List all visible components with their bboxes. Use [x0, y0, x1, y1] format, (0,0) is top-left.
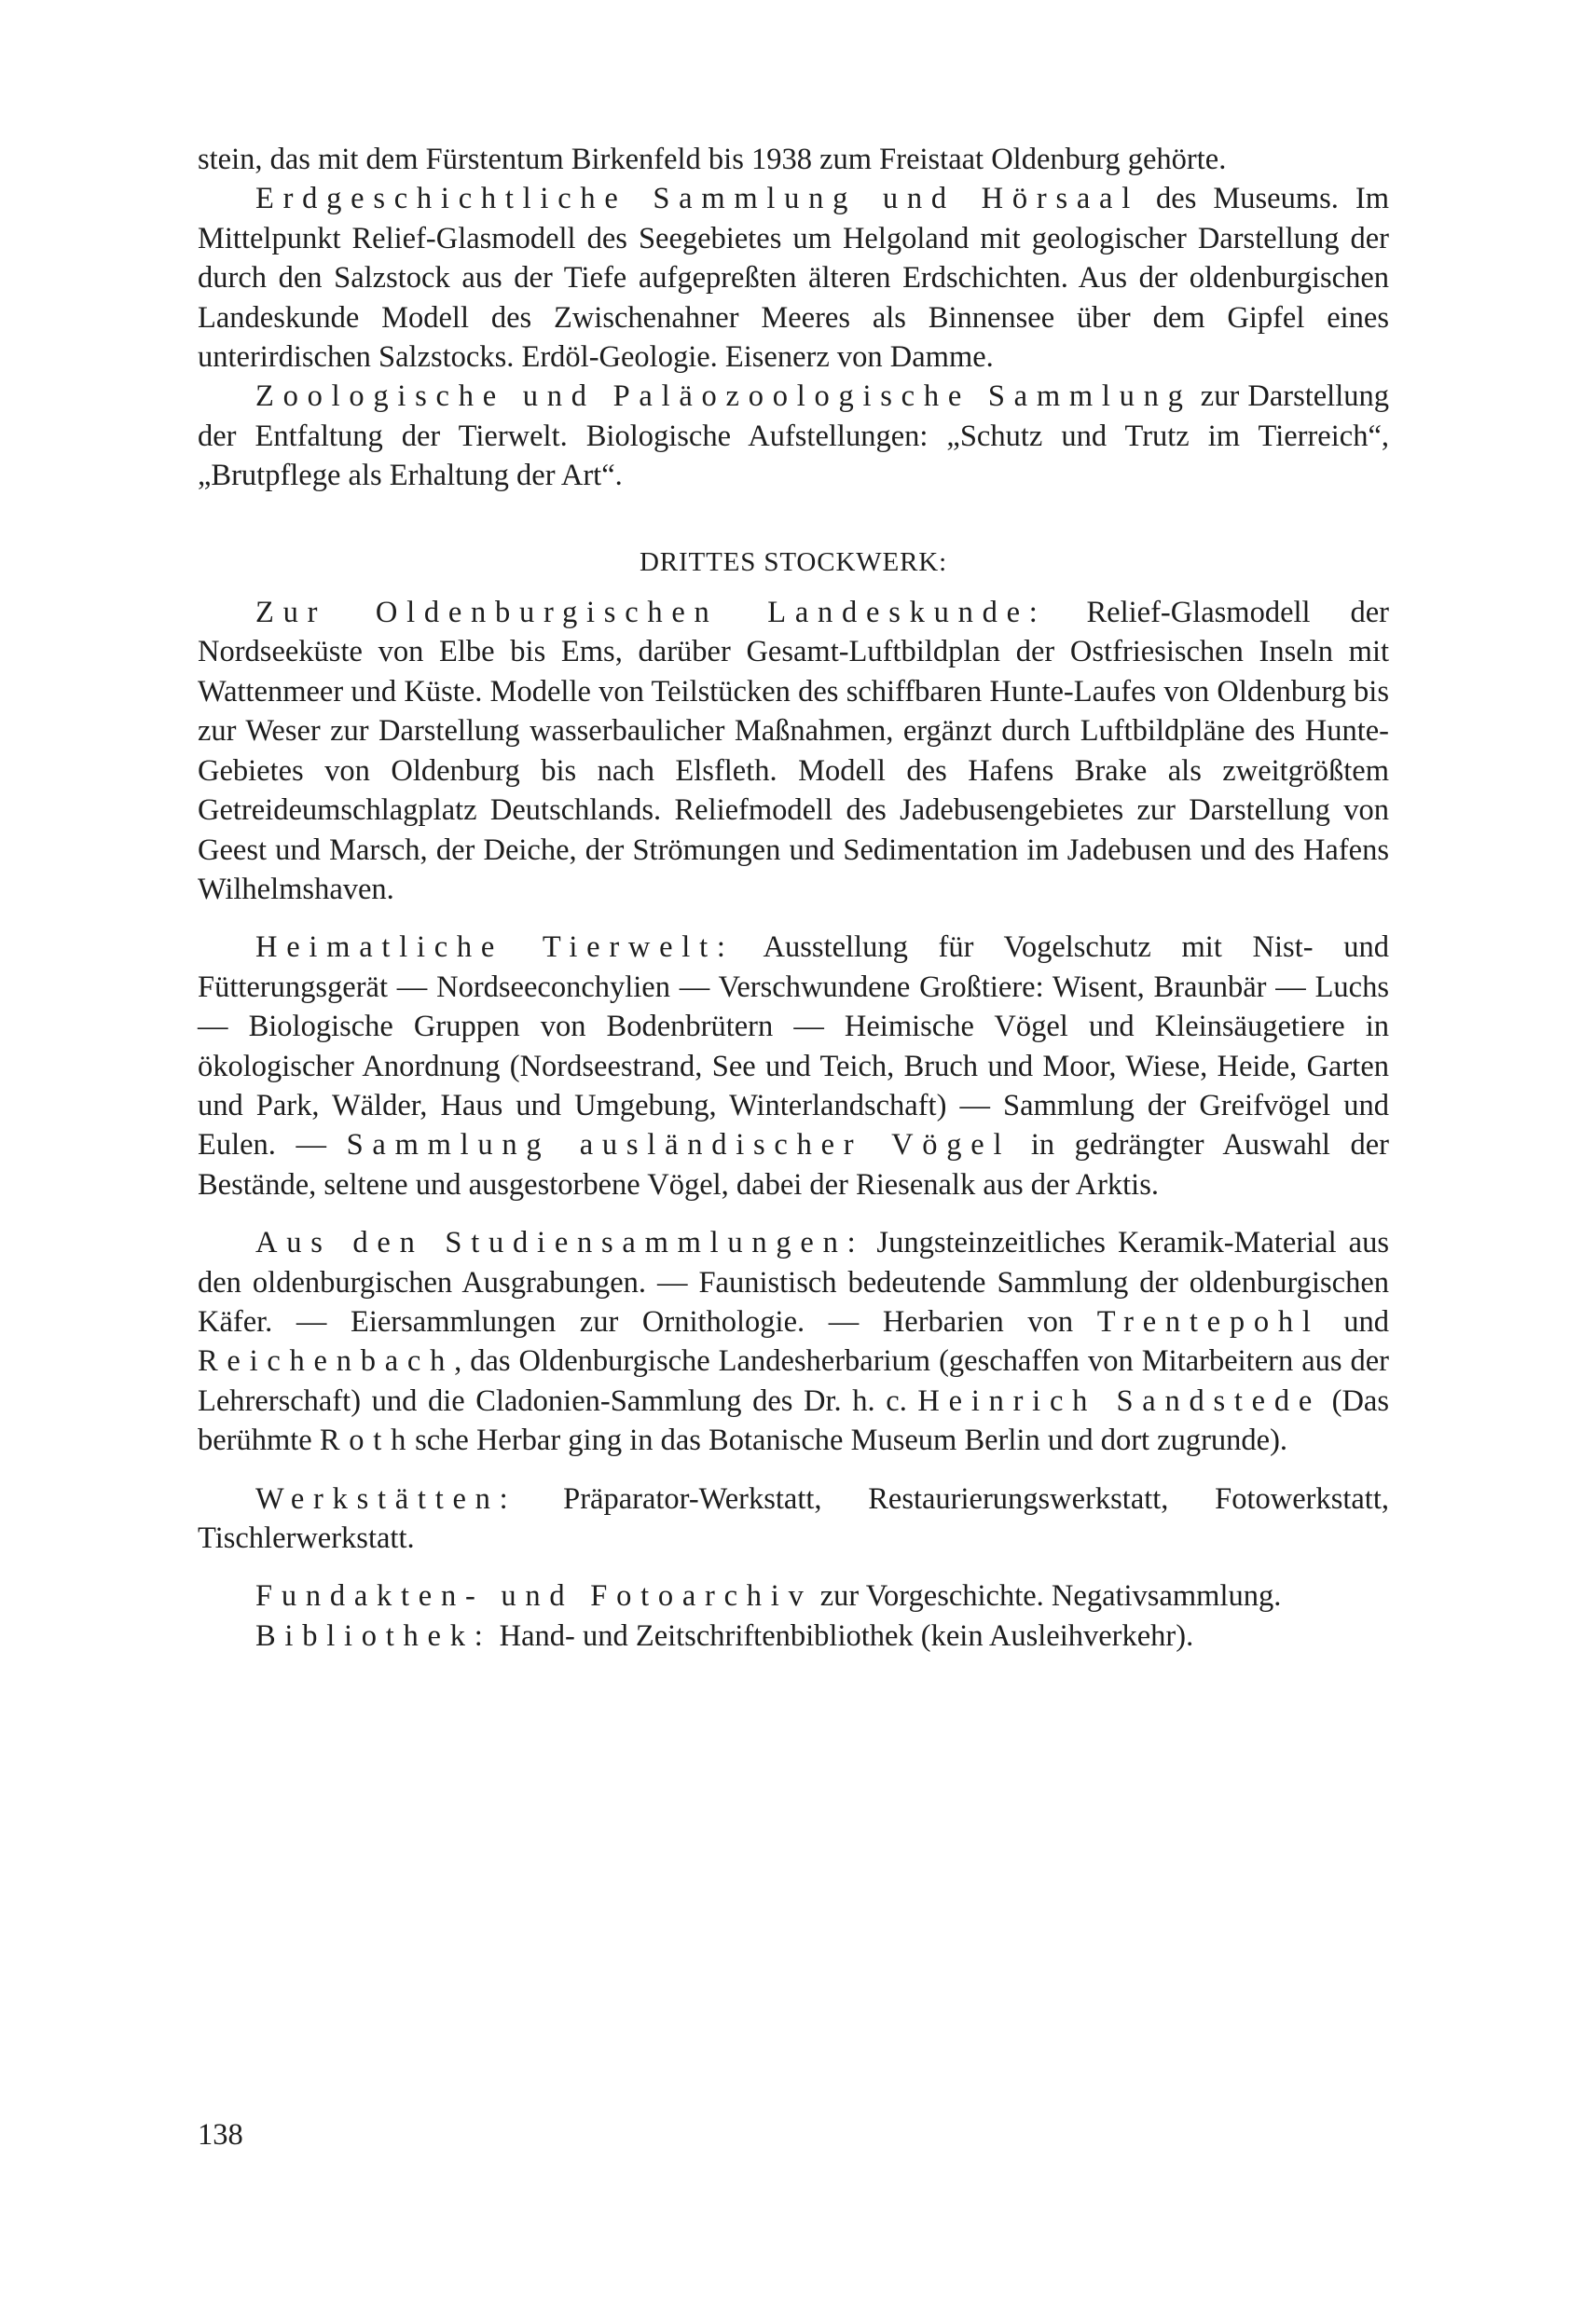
paragraph-tierwelt: [198, 928, 1389, 1204]
paragraph-text: in gedrängter Auswahl der Bestände, seltene und ausgestorbene Vögel, dabei der Riesenalk aus der Arktis.: [198, 1128, 1389, 1202]
spaced-heading: Aus den Studiensammlungen:: [255, 1226, 865, 1260]
spaced-heading: Erdgeschichtliche Sammlung und Hörsaal: [255, 182, 1140, 216]
spaced-name: Roth: [319, 1424, 416, 1458]
paragraph-text: , das Oldenburgische Landesherbarium (geschaffen von Mitarbeitern aus der Lehrerschaft) und die Cladonien-Sammlung des Dr. h. c.: [198, 1344, 1389, 1418]
paragraph-text: Relief-Glasmodell der Nordseeküste von Elbe bis Ems, darüber Gesamt-Luftbildplan der Ostfriesischen Inseln mit Wattenmeer und Küste. Modelle von Teilstücken des schiffbaren Hunte-Laufes von Oldenburg bis zur Weser zur Darstellung wasserbaulicher Maßnahmen, ergänzt durch Luftbildpläne des Hunte-Gebietes von Oldenburg bis nach Elsfleth. Modell des Hafens Brake als zweitgrößtem Getreideumschlagplatz Deutschlands. Reliefmodell des Jadebusengebietes zur Darstellung von Geest und Marsch, der Deiche, der Strömungen und Sedimentation im Jadebusen und des Hafens Wilhelmshaven.: [198, 596, 1389, 906]
paragraph-text: sche Herbar ging in das Botanische Museum Berlin und dort zugrunde).: [415, 1424, 1288, 1458]
spaced-name: Trentepohl: [1096, 1304, 1320, 1339]
paragraph-studiensammlungen: [198, 1223, 1389, 1460]
paragraph-zoology: [198, 377, 1389, 495]
spaced-name: Reichenbach: [198, 1344, 455, 1379]
paragraph-text: Präparator-Werkstatt, Restaurierungswerkstatt, Fotowerkstatt, Tischlerwerkstatt.: [198, 1481, 1389, 1555]
paragraph-text: Jungsteinzeitliches Keramik-Material aus den oldenburgischen Ausgrabungen. — Faunistisch bedeutende Sammlung der oldenburgischen Käfer. — Eiersammlungen zur Ornithologie. — Herbarien von: [198, 1226, 1389, 1339]
paragraph-bibliothek: [198, 1617, 1389, 1656]
spaced-heading: Sammlung ausländischer Vögel: [346, 1128, 1011, 1163]
paragraph-text: des Museums. Im Mittelpunkt Relief-Glasmodell des Seegebietes um Helgoland mit geologischer Darstellung der durch den Salzstock aus der Tiefe aufgepreßten älteren Erdschichten. Aus der oldenburgischen Landeskunde Modell des Zwischenahner Meeres als Binnensee über dem Gipfel eines unterirdischen Salzstocks. Erdöl-Geologie. Eisenerz von Damme.: [198, 182, 1389, 375]
spaced-heading: Zur Oldenburgischen Landeskunde:: [255, 596, 1047, 630]
page-number: 138: [198, 2118, 243, 2152]
paragraph-landeskunde: [198, 593, 1389, 909]
paragraph-fundakten: [198, 1576, 1389, 1616]
spaced-heading: Bibliothek:: [255, 1618, 492, 1653]
spaced-heading: Heimatliche Tierwelt:: [255, 930, 735, 965]
spaced-heading: Fundakten- und Fotoarchiv: [255, 1579, 813, 1614]
paragraph-text: zur Vorgeschichte. Negativsammlung.: [812, 1579, 1282, 1614]
paragraph-text: zur Darstellung der Entfaltung der Tierwelt. Biologische Aufstellungen: „Schutz und Trutz im Tierreich“, „Brutpflege als Erhaltung der Art“.: [198, 379, 1389, 493]
paragraph-continuation: stein, das mit dem Fürstentum Birkenfeld bis 1938 zum Freistaat Oldenburg gehörte.: [198, 143, 1227, 176]
spaced-name: Heinrich Sandstede: [917, 1383, 1322, 1418]
paragraph-text: Hand- und Zeitschriftenbibliothek (kein Ausleihverkehr).: [491, 1618, 1194, 1653]
spaced-heading: Werkstätten:: [255, 1481, 517, 1516]
paragraph-text: und: [1319, 1304, 1389, 1339]
paragraph-text: (Das berühmte: [198, 1383, 1389, 1458]
page-body: [198, 140, 1389, 1656]
paragraph-text: Ausstellung für Vogelschutz mit Nist- und Fütterungsgerät — Nordseeconchylien — Verschwundene Großtiere: Wisent, Braunbär — Luchs — Biologische Gruppen von Bodenbrütern — Heimische Vögel und Kleinsäugetiere in ökologischer Anordnung (Nordseestrand, See und Teich, Bruch und Moor, Wiese, Heide, Garten und Park, Wälder, Haus und Umgebung, Winterlandschaft) — Sammlung der Greifvögel und Eulen. —: [198, 930, 1389, 1163]
section-heading: DRITTES STOCKWERK:: [639, 546, 948, 577]
spaced-heading: Zoologische und Paläozoologische Sammlung: [255, 379, 1192, 414]
paragraph-werkstaetten: [198, 1479, 1389, 1559]
paragraph-geology: [198, 179, 1389, 377]
